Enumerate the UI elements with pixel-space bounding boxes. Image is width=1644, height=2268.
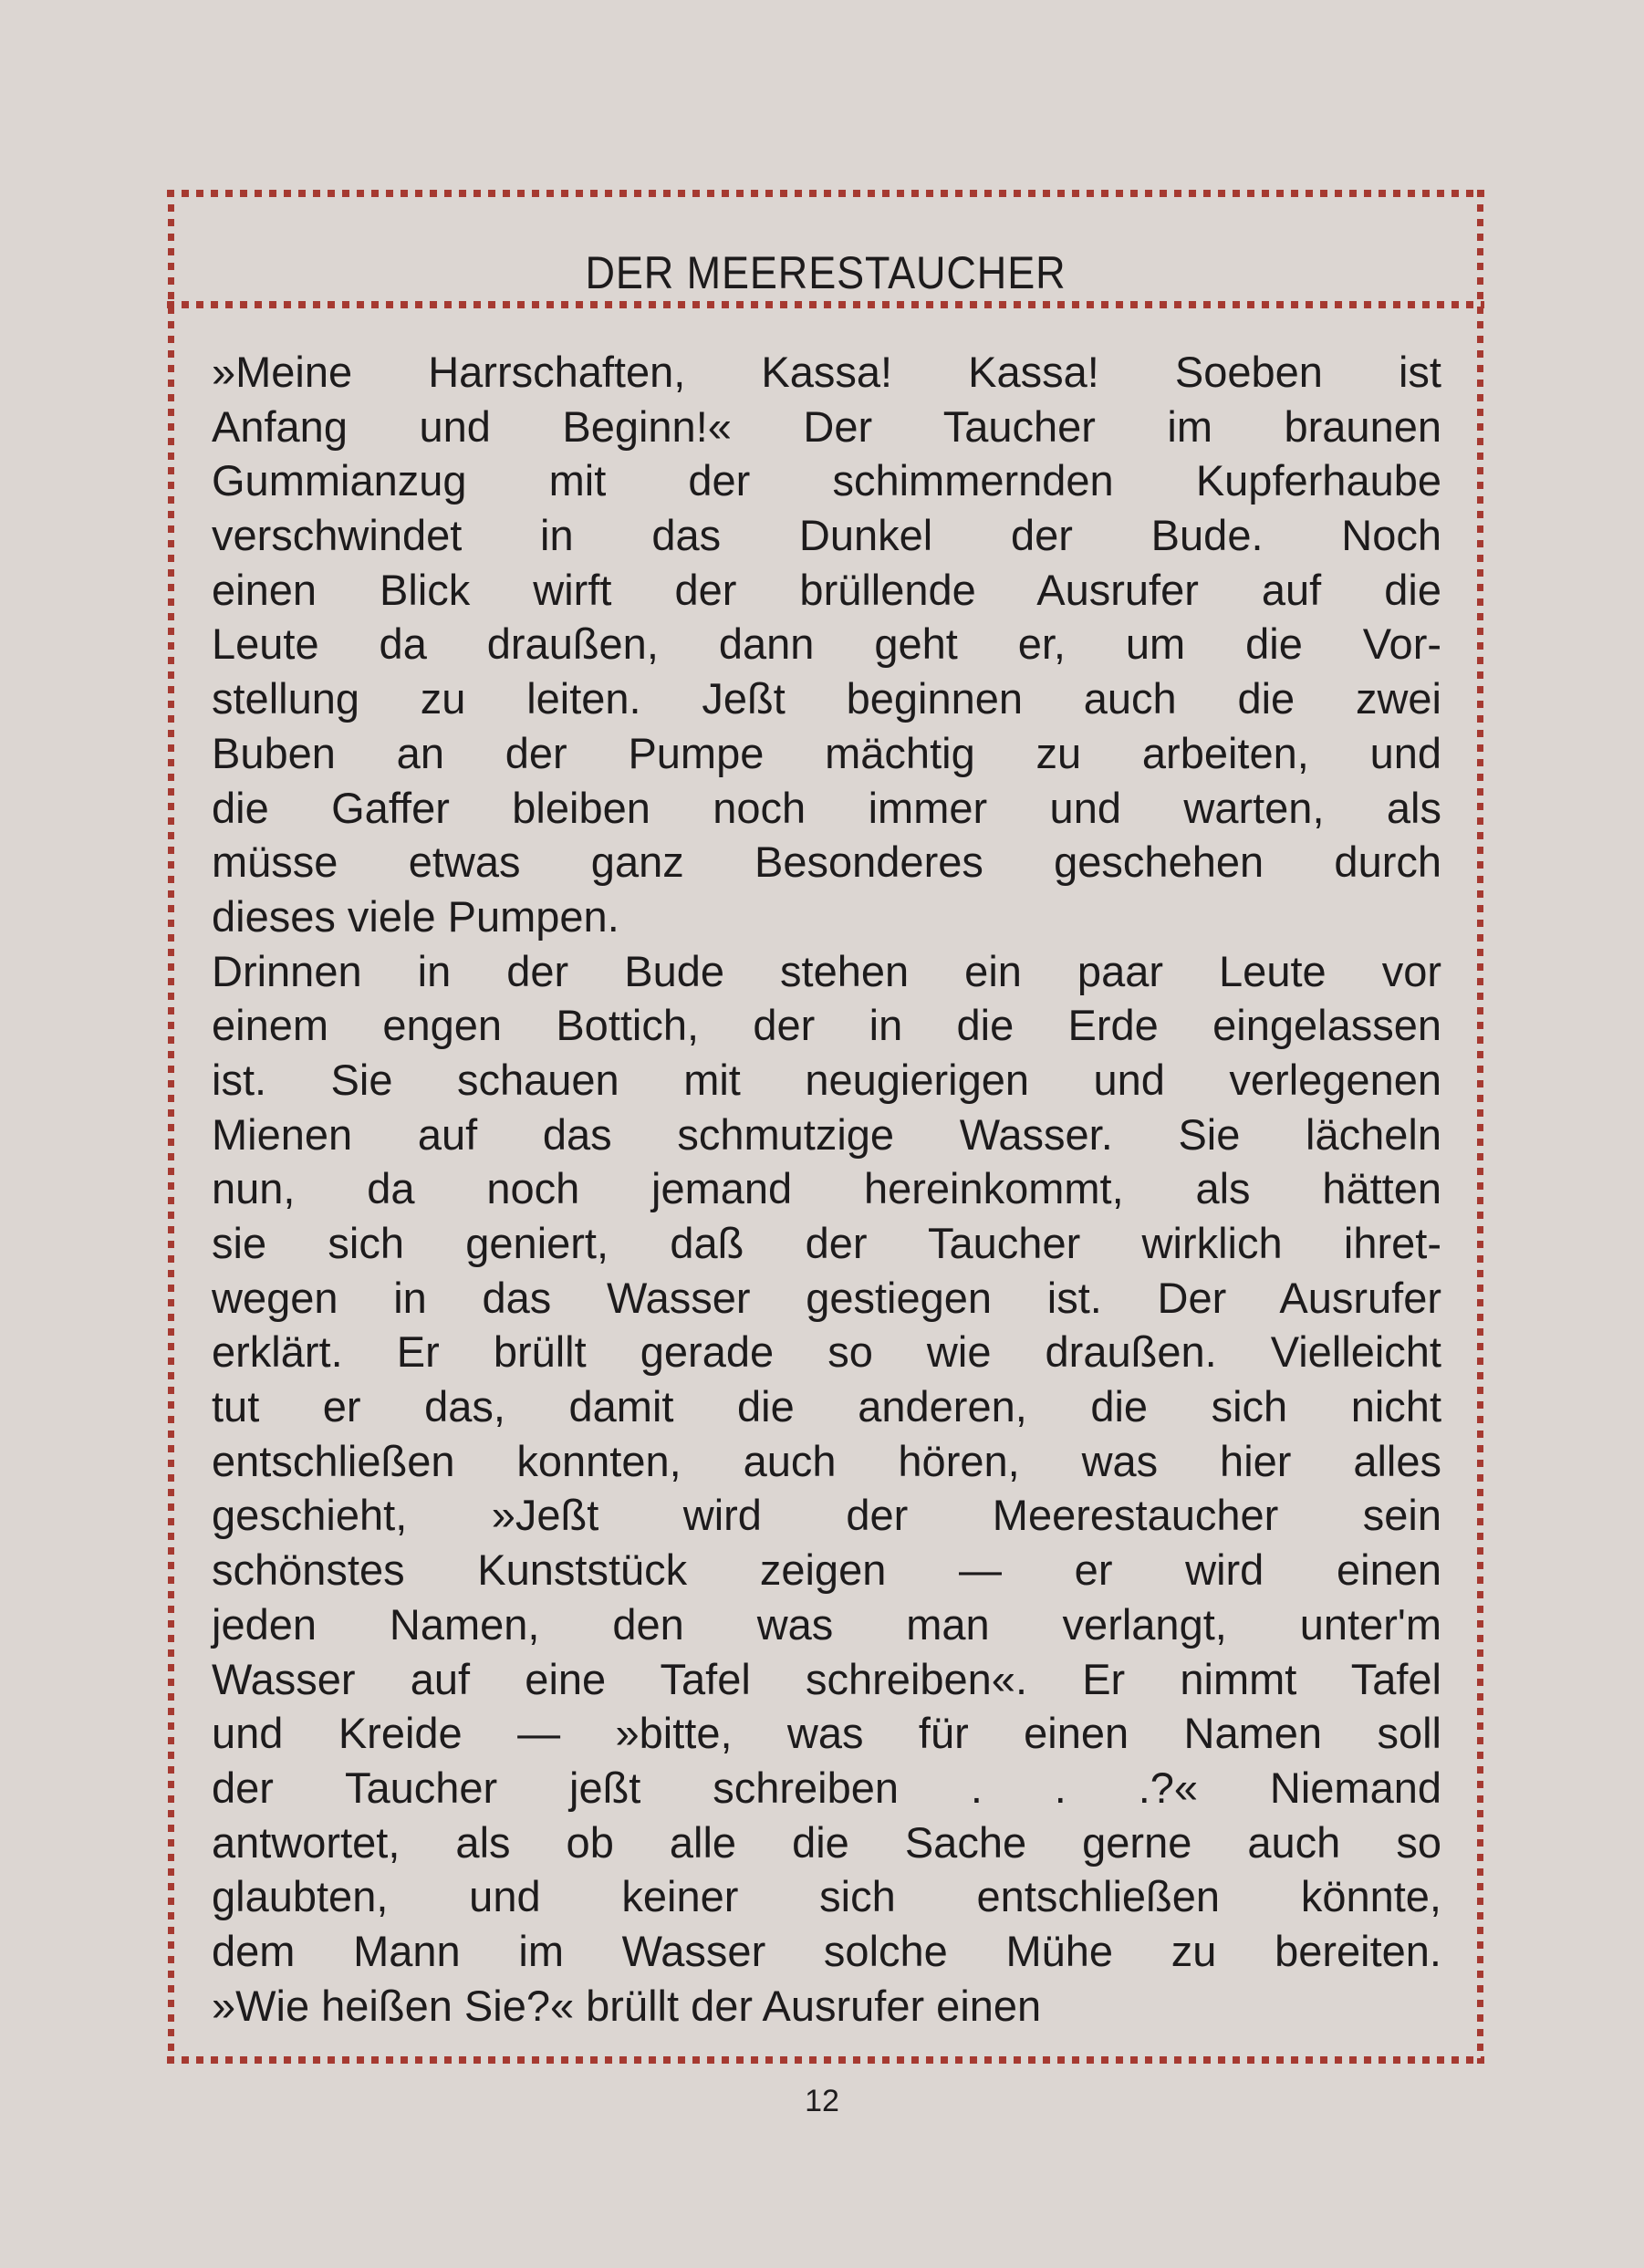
text-line: tut er das, damit die anderen, die sich nicht [212,1382,1441,1431]
text-line: verschwindet in das Dunkel der Bude. Noch [212,511,1441,560]
text-line: Mienen auf das schmutzige Wasser. Sie lächeln [212,1109,1441,1159]
frame-left-border [168,190,174,2064]
text-line: stellung zu leiten. Jeßt beginnen auch die zwei [212,674,1441,723]
frame-right-border [1477,190,1483,2064]
body-text [212,345,1441,2033]
text-line: der Taucher jeßt schreiben . . .?« Niemand [212,1763,1441,1812]
text-line: die Gaffer bleiben noch immer und warten, als [212,783,1441,832]
text-line: Anfang und Beginn!« Der Taucher im braunen [212,401,1441,451]
text-line: einem engen Bottich, der in die Erde eingelassen [212,1001,1441,1050]
title-separator [167,301,1484,308]
page-number: 12 [805,2084,839,2118]
text-line: antwortet, als ob alle die Sache gerne auch so [212,1817,1441,1867]
text-line: müsse etwas ganz Besonderes geschehen durch [212,837,1441,887]
chapter-title: DER MEERESTAUCHER [585,246,1067,298]
text-line: geschieht, »Jeßt wird der Meerestaucher sein [212,1491,1441,1540]
text-line: sie sich geniert, daß der Taucher wirklich ihret- [212,1219,1441,1267]
text-line: jeden Namen, den was man verlangt, unter'm [212,1599,1441,1649]
text-line: Drinnen in der Bude stehen ein paar Leute vor [212,946,1441,995]
text-line: ist. Sie schauen mit neugierigen und verlegenen [212,1055,1441,1104]
text-line: und Kreide — »bitte, was für einen Namen soll [212,1709,1441,1758]
text-line: Leute da draußen, dann geht er, um die Vor- [212,619,1441,669]
text-line: glaubten, und keiner sich entschließen könnte, [212,1872,1441,1921]
text-line: »Wie heißen Sie?« brüllt der Ausrufer einen [212,1981,1042,2030]
text-line: schönstes Kunststück zeigen — er wird einen [212,1545,1441,1595]
frame-top-border [167,190,1484,197]
text-line: entschließen konnten, auch hören, was hier alles [212,1436,1441,1485]
text-line: erklärt. Er brüllt gerade so wie draußen. Vielleicht [212,1327,1441,1377]
text-line: »Meine Harrschaften, Kassa! Kassa! Soeben ist [212,348,1441,396]
text-line: dieses viele Pumpen. [212,891,619,941]
text-line: Wasser auf eine Tafel schreiben«. Er nimmt Tafel [212,1654,1441,1703]
text-line: Gummianzug mit der schimmernden Kupferhaube [212,456,1441,505]
text-line: Buben an der Pumpe mächtig zu arbeiten, und [212,728,1441,777]
text-line: dem Mann im Wasser solche Mühe zu bereiten. [212,1926,1441,1975]
text-line: nun, da noch jemand hereinkommt, als hätten [212,1164,1441,1213]
text-line: wegen in das Wasser gestiegen ist. Der Ausrufer [212,1273,1441,1322]
text-line: einen Blick wirft der brüllende Ausrufer auf die [212,565,1441,614]
frame-bottom-border [167,2056,1484,2064]
